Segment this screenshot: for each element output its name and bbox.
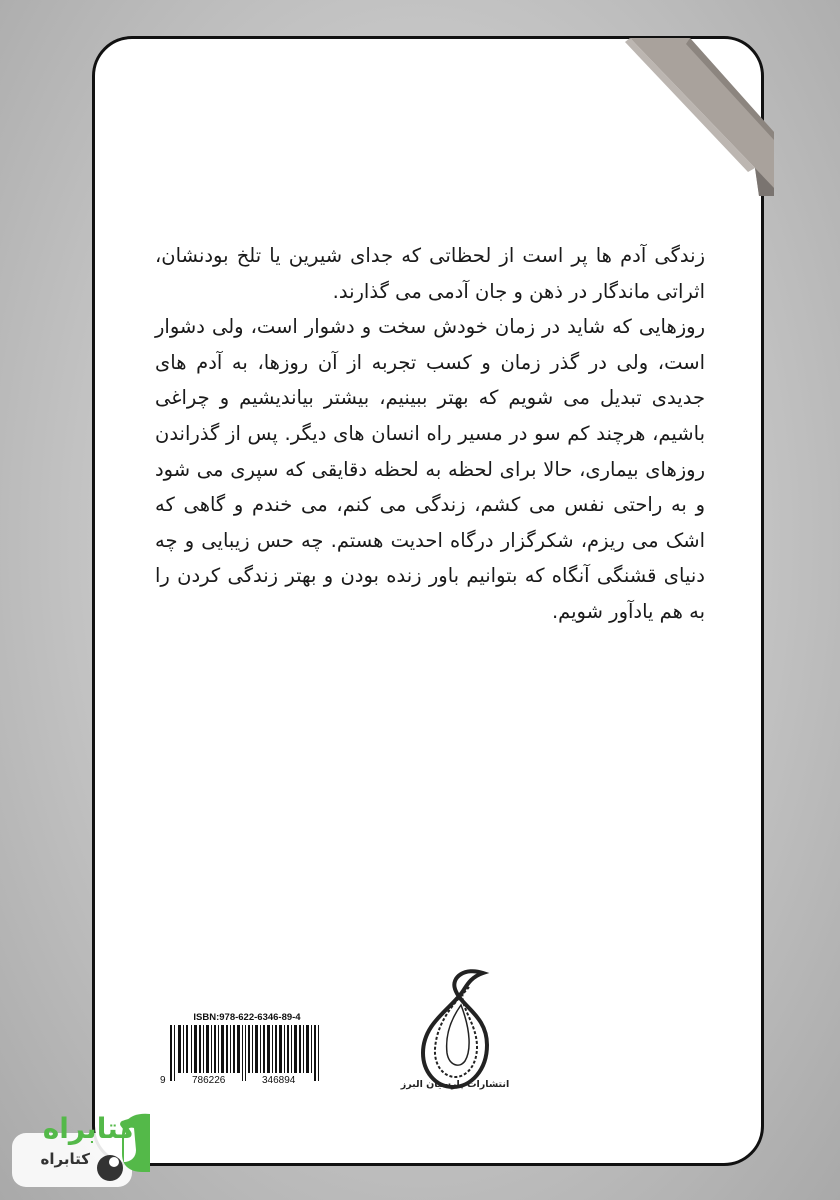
paragraph-1: زندگی آدم ها پر است از لحظاتی که جدای شیرین یا تلخ بودنشان، اثراتی ماندگار در ذهن و جان آدمی می گذارند. bbox=[155, 244, 705, 303]
paragraph-2: روزهایی که شاید در زمان خودش سخت و دشوار است، ولی دشوار است، ولی در گذر زمان و کسب تجربه از آن روزها، به آدم های جدیدی تبدیل می شویم که بهتر ببینیم، بیشتر بیاندیشیم و چراغی باشیم، هرچند کم سو در مسیر راه انسان های دیگر. پس از گذراندن روزهای بیماری، حالا برای لحظه به لحظه دقایقی که سپری می شود و به راحتی نفس می کشم، زندگی می کنم، می خندم و گاهی که اشک می ریزم، شکرگزار درگاه احدیت هستم. چه حس زیبایی و چه دنیای قشنگی آنگاه که بتوانیم باور زنده بودن و بهتر زندگی کردن را به هم یادآور شویم. bbox=[155, 315, 705, 623]
watermark-text-large: کتابراه bbox=[42, 1112, 135, 1145]
publisher-name: انتشارات پارسیان البرز bbox=[400, 1079, 510, 1090]
barcode bbox=[158, 1012, 330, 1092]
barcode-digit-prefix: 9 bbox=[160, 1075, 166, 1086]
barcode-bars bbox=[158, 1025, 330, 1081]
barcode-digits-left: 786226 bbox=[192, 1075, 226, 1086]
watermark-text-small: کتابراه bbox=[40, 1150, 90, 1168]
back-cover-text bbox=[155, 238, 705, 630]
isbn-label: ISBN:978-622-6346-89-4 bbox=[193, 1012, 301, 1023]
barcode-digits-right: 346894 bbox=[262, 1075, 296, 1086]
